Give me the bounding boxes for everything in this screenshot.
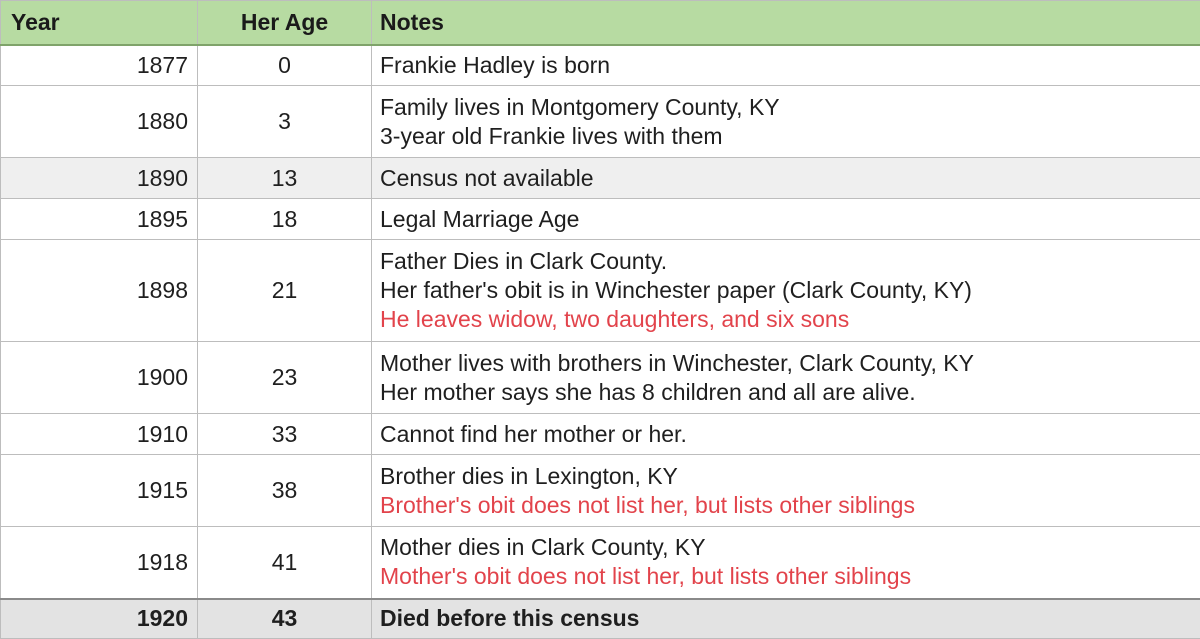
highlight-note-line: He leaves widow, two daughters, and six sons: [380, 305, 1200, 334]
age-cell: 23: [198, 342, 372, 414]
year-cell: 1877: [1, 45, 198, 86]
age-cell: 21: [198, 240, 372, 342]
note-line: Mother dies in Clark County, KY: [380, 533, 1200, 562]
age-cell: 43: [198, 599, 372, 639]
note-line: Her mother says she has 8 children and all are alive.: [380, 378, 1200, 407]
note-line: Mother lives with brothers in Winchester, Clark County, KY: [380, 349, 1200, 378]
highlight-note-line: Brother's obit does not list her, but lists other siblings: [380, 491, 1200, 520]
notes-cell: [372, 158, 1200, 199]
table-row-final: [1, 599, 1200, 639]
age-cell: 33: [198, 414, 372, 455]
notes-cell: [372, 240, 1200, 342]
notes-cell: [372, 455, 1200, 527]
note-line: Family lives in Montgomery County, KY: [380, 93, 1200, 122]
age-cell: 38: [198, 455, 372, 527]
note-line: Legal Marriage Age: [380, 205, 1200, 234]
header-year: Year: [1, 1, 198, 45]
notes-cell: [372, 199, 1200, 240]
year-cell: 1880: [1, 86, 198, 158]
notes-cell: [372, 342, 1200, 414]
table-row: [1, 455, 1200, 527]
year-cell: 1920: [1, 599, 198, 639]
note-line: Frankie Hadley is born: [380, 51, 1200, 80]
table-row: [1, 86, 1200, 158]
year-cell: 1900: [1, 342, 198, 414]
note-line: Census not available: [380, 164, 1200, 193]
age-cell: 18: [198, 199, 372, 240]
note-line: Brother dies in Lexington, KY: [380, 462, 1200, 491]
table-row: [1, 240, 1200, 342]
year-cell: 1895: [1, 199, 198, 240]
note-line: Her father's obit is in Winchester paper (Clark County, KY): [380, 276, 1200, 305]
note-line: Cannot find her mother or her.: [380, 420, 1200, 449]
age-cell: 13: [198, 158, 372, 199]
year-cell: 1910: [1, 414, 198, 455]
note-line: Died before this census: [380, 604, 1200, 633]
year-cell: 1918: [1, 527, 198, 599]
note-line: Father Dies in Clark County.: [380, 247, 1200, 276]
table-row: [1, 158, 1200, 199]
age-cell: 3: [198, 86, 372, 158]
age-cell: 41: [198, 527, 372, 599]
table-row: [1, 414, 1200, 455]
header-row: [1, 1, 1200, 45]
table-row: [1, 45, 1200, 86]
year-cell: 1890: [1, 158, 198, 199]
table-row: [1, 342, 1200, 414]
header-her-age: Her Age: [198, 1, 372, 45]
notes-cell: [372, 414, 1200, 455]
year-cell: 1915: [1, 455, 198, 527]
table-row: [1, 199, 1200, 240]
year-cell: 1898: [1, 240, 198, 342]
notes-cell: [372, 86, 1200, 158]
notes-cell: [372, 599, 1200, 639]
header-notes: Notes: [372, 1, 1200, 45]
table-row: [1, 527, 1200, 599]
notes-cell: [372, 527, 1200, 599]
highlight-note-line: Mother's obit does not list her, but lists other siblings: [380, 562, 1200, 591]
notes-cell: [372, 45, 1200, 86]
note-line: 3-year old Frankie lives with them: [380, 122, 1200, 151]
age-cell: 0: [198, 45, 372, 86]
